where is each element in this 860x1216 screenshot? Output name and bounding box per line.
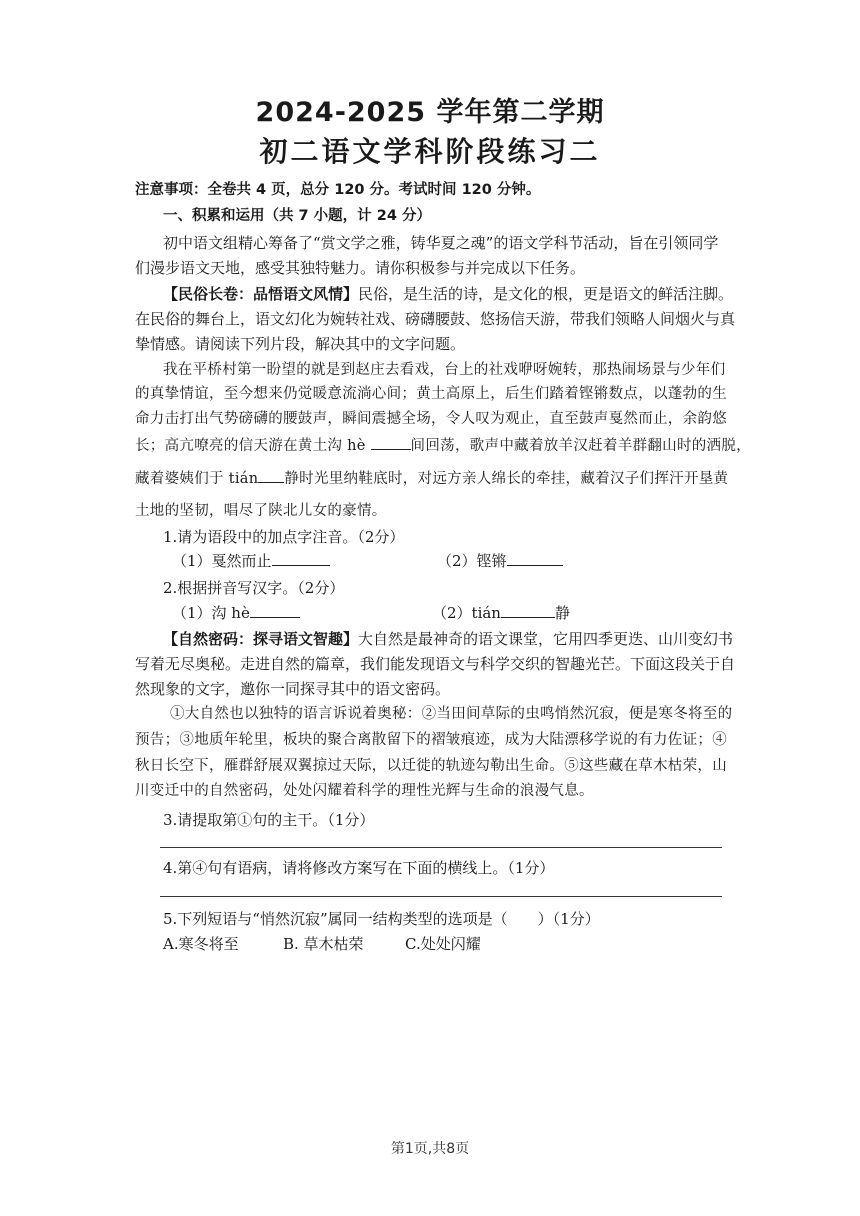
folk-passage-line-6: 土地的坚韧，唱尽了陕北儿女的豪情。 bbox=[135, 503, 387, 519]
page-footer: 第1页,共8页 bbox=[390, 1141, 470, 1157]
nature-line-1 bbox=[163, 629, 733, 649]
q1-b-answer[interactable] bbox=[507, 551, 563, 566]
q1-a bbox=[172, 551, 330, 571]
section1-heading: 一、积累和运用（共 7 小题，计 24 分） bbox=[163, 208, 431, 224]
q2-b-answer[interactable] bbox=[501, 603, 555, 618]
q5-options bbox=[163, 934, 481, 954]
folk-passage-line-1: 我在平桥村第一盼望的就是到赵庄去看戏，台上的社戏咿呀婉转，那热闹场景与少年们 bbox=[163, 362, 726, 378]
q1-b-label: （2）铿锵 bbox=[437, 552, 507, 570]
q5-option-a[interactable]: A.寒冬将至 bbox=[163, 935, 239, 953]
nature-passage-line-2: 预告；③地质年轮里，板块的聚合离散留下的褶皱痕迹，成为大陆漂移学说的有力佐证；④ bbox=[135, 732, 727, 748]
q2-stem: 2.根据拼音写汉字。（2分） bbox=[163, 579, 345, 597]
folk-passage-line-2: 的真挚情谊，至今想来仍觉暖意流淌心间；黄土高原上，后生们踏着铿锵数点，以蓬勃的生 bbox=[135, 386, 727, 402]
q2-b bbox=[432, 603, 570, 623]
folk-passage-line-5b: 静时光里纳鞋底时，对远方亲人绵长的牵挂，藏着汉子们挥汗开垦黄 bbox=[284, 471, 729, 487]
folk-line-3: 挚情感。请阅读下列片段，解决其中的文字问题。 bbox=[135, 335, 466, 353]
q5-option-c[interactable]: C.处处闪耀 bbox=[405, 935, 481, 953]
q4-stem: 4.第④句有语病，请将修改方案写在下面的横线上。（1分） bbox=[163, 859, 555, 877]
folk-passage-line-5a: 藏着婆姨们于 tián bbox=[135, 471, 259, 487]
q2-b-label: （2）tián bbox=[432, 604, 501, 622]
q1-b bbox=[437, 551, 563, 571]
q1-stem: 1.请为语段中的加点字注音。（2分） bbox=[163, 528, 405, 546]
q5-option-b[interactable]: B. 草木枯荣 bbox=[283, 935, 364, 953]
folk-line-1-text: 民俗，是生活的诗，是文化的根，更是语文的鲜活注脚。 bbox=[358, 285, 734, 303]
folk-tag: 【民俗长卷：品悟语文风情】 bbox=[163, 285, 359, 303]
nature-line-2: 写着无尽奥秘。走进自然的篇章，我们能发现语文与科学交织的智趣光芒。下面这段关于自 bbox=[135, 655, 736, 673]
nature-passage-line-1: ①大自然也以独特的语言诉说着奥秘：②当田间草际的虫鸣悄然沉寂，便是寒冬将至的 bbox=[170, 706, 733, 722]
folk-passage-line-4b: 间回荡，歌声中藏着放羊汉赶着羊群翻山时的洒脱， bbox=[410, 438, 751, 454]
fill-blank-tian[interactable] bbox=[258, 468, 284, 483]
q2-b-suffix: 静 bbox=[554, 604, 570, 622]
folk-passage-line-5 bbox=[135, 468, 728, 489]
q5-stem: 5.下列短语与“悄然沉寂”属同一结构类型的选项是（ ）（1分） bbox=[163, 910, 600, 928]
q2-a-answer[interactable] bbox=[250, 603, 300, 618]
q2-a-label: （1）沟 hè bbox=[172, 604, 250, 622]
exam-title: 2024-2025 学年第二学期 bbox=[255, 97, 605, 128]
intro-line-2: 们漫步语文天地，感受其独特魅力。请你积极参与并完成以下任务。 bbox=[135, 259, 586, 277]
fill-blank-he[interactable] bbox=[371, 435, 411, 450]
q4-answer-line[interactable] bbox=[160, 896, 722, 897]
folk-passage-line-3: 命力击打出气势磅礴的腰鼓声，瞬间震撼全场，令人叹为观止，直至鼓声戛然而止，余韵悠 bbox=[135, 411, 727, 427]
folk-passage-line-4 bbox=[135, 435, 751, 456]
q3-answer-line[interactable] bbox=[160, 847, 722, 848]
nature-passage-line-4: 川变迁中的自然密码，处处闪耀着科学的理性光辉与生命的浪漫气息。 bbox=[135, 783, 594, 799]
nature-passage-line-3: 秋日长空下，雁群舒展双翼掠过天际，以迁徙的轨迹勾勒出生命。⑤这些藏在草木枯荣，山 bbox=[135, 758, 727, 774]
folk-line-2: 在民俗的舞台上，语文幻化为婉转社戏、磅礴腰鼓、悠扬信天游，带我们领略人间烟火与真 bbox=[135, 310, 736, 328]
intro-line-1: 初中语文组精心筹备了“赏文学之雅，铸华夏之魂”的语文学科节活动，旨在引领同学 bbox=[163, 234, 719, 252]
q1-a-answer[interactable] bbox=[272, 551, 330, 566]
q3-stem: 3.请提取第①句的主干。（1分） bbox=[163, 811, 375, 829]
notice: 注意事项：全卷共 4 页，总分 120 分。考试时间 120 分钟。 bbox=[135, 182, 541, 198]
folk-passage-line-4a: 长；高亢嘹亮的信天游在黄土沟 hè bbox=[135, 438, 371, 454]
exam-subtitle: 初二语文学科阶段练习二 bbox=[259, 135, 601, 168]
q2-a bbox=[172, 603, 300, 623]
nature-line-3: 然现象的文字，邀你一同探寻其中的语文密码。 bbox=[135, 680, 451, 698]
nature-line-1-text: 大自然是最神奇的语文课堂，它用四季更迭、山川变幻书 bbox=[358, 630, 734, 648]
folk-line-1 bbox=[163, 284, 733, 304]
nature-tag: 【自然密码：探寻语文智趣】 bbox=[163, 630, 359, 648]
q1-a-label: （1）戛然而止 bbox=[172, 552, 272, 570]
